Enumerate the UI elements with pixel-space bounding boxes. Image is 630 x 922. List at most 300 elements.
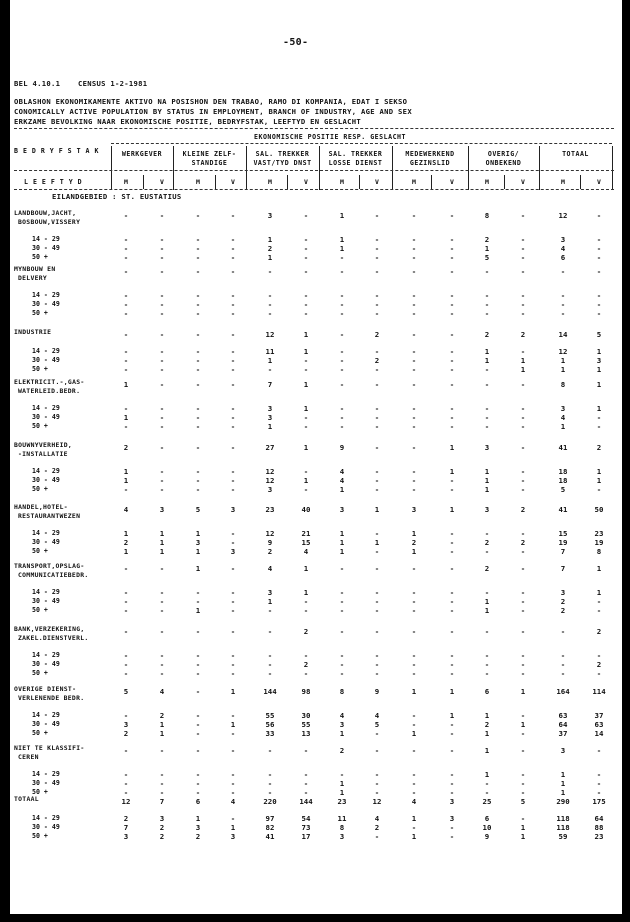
group-total-value: 3 (339, 505, 345, 514)
age-row-value: - (123, 253, 129, 262)
age-row-value: - (195, 244, 201, 253)
age-row-value: 6 (560, 253, 566, 262)
group-total-value: 12 (558, 211, 568, 220)
age-row-value: - (374, 729, 380, 738)
column-divider (319, 146, 320, 190)
age-row-value: 1 (484, 606, 490, 615)
age-row-value: - (484, 669, 490, 678)
age-row-value: - (267, 300, 273, 309)
age-row-value: - (374, 788, 380, 797)
sex-m-label: M (268, 178, 272, 186)
group-total-value: 1 (303, 380, 309, 389)
age-row-value: - (411, 476, 417, 485)
group-total-value: - (520, 564, 526, 573)
group-total-value: - (230, 211, 236, 220)
age-row-value: - (411, 356, 417, 365)
age-row-value: 1 (123, 547, 129, 556)
age-row-value: - (195, 597, 201, 606)
age-row-value: - (123, 779, 129, 788)
age-row-value: 1 (484, 770, 490, 779)
age-row-value: - (484, 588, 490, 597)
age-row-value: 2 (123, 538, 129, 547)
sex-v-label: V (521, 178, 525, 186)
age-row-value: - (520, 235, 526, 244)
subheader-rule (14, 170, 614, 171)
age-row-value: - (374, 597, 380, 606)
age-row-value: - (230, 606, 236, 615)
group-total-value: - (123, 627, 129, 636)
group-total-value: 8 (339, 687, 345, 696)
age-row-value: 6 (484, 814, 490, 823)
group-total-value: 1 (303, 443, 309, 452)
age-row-value: - (123, 422, 129, 431)
group-total-value: 2 (520, 330, 526, 339)
age-row-value: 3 (339, 832, 345, 841)
group-total-value: 2 (374, 330, 380, 339)
title-dutch: ERKZAME BEVOLKING NAAR EKONOMISCHE POSITIE, BEDRYFSTAK, LEEFTYD EN GESLACHT (14, 117, 362, 126)
bedryfstak-label: B E D R Y F S T A K (14, 147, 99, 155)
group-total-value: 8 (560, 380, 566, 389)
age-row-value: - (267, 651, 273, 660)
column-divider (612, 146, 613, 190)
industry-label: HANDEL,HOTEL- (14, 503, 68, 511)
sex-m-label: M (412, 178, 416, 186)
age-row-value: 11 (337, 814, 347, 823)
age-label: 50 + (32, 788, 48, 796)
age-row-value: 37 (558, 729, 568, 738)
age-label: 14 - 29 (32, 347, 60, 355)
age-row-value: - (159, 588, 165, 597)
age-row-value: - (374, 235, 380, 244)
age-row-value: 1 (484, 711, 490, 720)
group-total-value: 7 (159, 797, 165, 806)
age-row-value: - (484, 788, 490, 797)
age-row-value: 30 (301, 711, 311, 720)
age-row-value: - (159, 669, 165, 678)
industry-label-line2: RESTAURANTWEZEN (18, 512, 81, 520)
age-row-value: 2 (596, 660, 602, 669)
age-row-value: - (303, 606, 309, 615)
age-row-value: - (520, 711, 526, 720)
group-total-value: - (374, 564, 380, 573)
age-row-value: 9 (484, 832, 490, 841)
age-row-value: 1 (596, 347, 602, 356)
group-total-value: - (159, 267, 165, 276)
age-row-value: - (339, 404, 345, 413)
age-label: 30 - 49 (32, 356, 60, 364)
age-row-value: - (374, 467, 380, 476)
age-row-value: 8 (339, 823, 345, 832)
age-row-value: 1 (123, 467, 129, 476)
age-row-value: - (159, 770, 165, 779)
age-row-value: - (520, 244, 526, 253)
age-row-value: 1 (520, 365, 526, 374)
age-row-value: - (449, 356, 455, 365)
age-row-value: - (449, 651, 455, 660)
group-total-value: - (339, 627, 345, 636)
group-total-value: 4 (267, 564, 273, 573)
age-row-value: - (159, 660, 165, 669)
age-row-value: 4 (374, 814, 380, 823)
age-row-value: 1 (484, 597, 490, 606)
age-row-value: - (303, 467, 309, 476)
age-row-value: 1 (267, 235, 273, 244)
column-divider (173, 146, 174, 190)
age-row-value: 9 (267, 538, 273, 547)
group-total-value: 8 (484, 211, 490, 220)
group-total-value: 9 (374, 687, 380, 696)
group-total-value: - (159, 564, 165, 573)
age-row-value: - (159, 651, 165, 660)
group-total-value: 5 (195, 505, 201, 514)
age-row-value: - (520, 467, 526, 476)
age-row-value: 21 (301, 529, 311, 538)
age-row-value: 4 (339, 467, 345, 476)
age-row-value: - (195, 235, 201, 244)
group-total-value: 144 (263, 687, 277, 696)
industry-label-line2: VERLENENDE BEDR. (18, 694, 85, 702)
age-row-value: - (230, 770, 236, 779)
age-row-value: - (303, 300, 309, 309)
age-row-value: - (449, 669, 455, 678)
age-row-value: - (159, 413, 165, 422)
age-row-value: - (195, 347, 201, 356)
group-total-value: - (123, 330, 129, 339)
age-row-value: - (303, 779, 309, 788)
group-total-value: 290 (556, 797, 570, 806)
age-row-value: - (339, 651, 345, 660)
group-total-value: - (195, 330, 201, 339)
group-total-value: - (560, 267, 566, 276)
age-row-value: - (159, 356, 165, 365)
age-row-value: 82 (265, 823, 275, 832)
age-row-value: - (411, 467, 417, 476)
age-row-value: - (230, 347, 236, 356)
age-label: 14 - 29 (32, 814, 60, 822)
age-row-value: - (484, 404, 490, 413)
age-row-value: 2 (411, 538, 417, 547)
age-row-value: 12 (558, 347, 568, 356)
age-row-value: - (560, 651, 566, 660)
age-row-value: - (449, 485, 455, 494)
age-row-value: - (159, 365, 165, 374)
age-row-value: - (374, 770, 380, 779)
group-total-value: 220 (263, 797, 277, 806)
age-row-value: - (195, 356, 201, 365)
age-label: 30 - 49 (32, 720, 60, 728)
age-row-value: 8 (596, 547, 602, 556)
leeftyd-label: L E E F T Y D (24, 178, 83, 186)
group-total-value: 1 (123, 380, 129, 389)
group-total-value: - (449, 267, 455, 276)
age-row-value: 12 (265, 467, 275, 476)
age-row-value: - (411, 660, 417, 669)
group-total-value: 14 (558, 330, 568, 339)
age-label: 14 - 29 (32, 770, 60, 778)
sex-m-label: M (196, 178, 200, 186)
age-row-value: - (195, 711, 201, 720)
group-total-value: - (449, 380, 455, 389)
scan-left-edge (0, 0, 10, 922)
age-row-value: 1 (520, 356, 526, 365)
group-total-value: 1 (596, 380, 602, 389)
age-row-value: - (449, 476, 455, 485)
age-row-value: 1 (339, 529, 345, 538)
age-row-value: - (267, 309, 273, 318)
age-row-value: - (230, 669, 236, 678)
age-row-value: - (374, 660, 380, 669)
group-total-value: 164 (556, 687, 570, 696)
age-row-value: 1 (411, 529, 417, 538)
age-row-value: 4 (560, 413, 566, 422)
age-row-value: - (520, 669, 526, 678)
age-row-value: - (339, 606, 345, 615)
group-total-value: 40 (301, 505, 311, 514)
age-row-value: 2 (267, 244, 273, 253)
age-row-value: 1 (596, 404, 602, 413)
age-row-value: 41 (265, 832, 275, 841)
group-total-value: - (230, 380, 236, 389)
age-row-value: - (596, 422, 602, 431)
group-total-value: - (411, 380, 417, 389)
age-row-value: - (159, 779, 165, 788)
age-row-value: - (195, 404, 201, 413)
age-row-value: 1 (484, 347, 490, 356)
scan-bottom-edge (0, 914, 630, 922)
industry-label-line2: -INSTALLATIE (18, 450, 68, 458)
age-row-value: - (520, 300, 526, 309)
group-total-value: - (159, 443, 165, 452)
age-row-value: 2 (484, 538, 490, 547)
age-row-value: 55 (301, 720, 311, 729)
age-row-value: - (159, 253, 165, 262)
age-row-value: - (159, 467, 165, 476)
age-row-value: - (374, 244, 380, 253)
age-row-value: - (374, 413, 380, 422)
age-row-value: 1 (374, 538, 380, 547)
age-row-value: 33 (265, 729, 275, 738)
column-header: WERKGEVER (121, 150, 163, 158)
age-row-value: 4 (339, 711, 345, 720)
age-row-value: - (411, 365, 417, 374)
age-row-value: - (374, 347, 380, 356)
age-row-value: - (449, 729, 455, 738)
age-label: 30 - 49 (32, 779, 60, 787)
age-row-value: - (123, 309, 129, 318)
age-row-value: - (596, 235, 602, 244)
age-row-value: - (339, 365, 345, 374)
group-total-value: 3 (560, 746, 566, 755)
group-total-value: - (374, 211, 380, 220)
age-row-value: - (449, 365, 455, 374)
age-row-value: - (195, 770, 201, 779)
age-row-value: - (230, 588, 236, 597)
age-label: 14 - 29 (32, 235, 60, 243)
group-total-value: 1 (520, 687, 526, 696)
age-row-value: - (230, 235, 236, 244)
age-row-value: 18 (558, 467, 568, 476)
age-row-value: - (449, 291, 455, 300)
age-row-value: - (195, 300, 201, 309)
age-row-value: - (195, 588, 201, 597)
age-row-value: - (411, 588, 417, 597)
age-row-value: 3 (560, 404, 566, 413)
group-total-value: - (230, 627, 236, 636)
column-divider (539, 146, 540, 190)
age-label: 14 - 29 (32, 651, 60, 659)
age-row-value: 1 (411, 814, 417, 823)
age-row-value: 3 (339, 720, 345, 729)
age-row-value: 2 (303, 660, 309, 669)
age-row-value: - (195, 485, 201, 494)
group-total-value: 6 (484, 687, 490, 696)
group-total-value: 3 (159, 505, 165, 514)
age-row-value: - (230, 413, 236, 422)
group-total-value: - (484, 380, 490, 389)
industry-label: NIET TE KLASSIFI- (14, 744, 85, 752)
age-row-value: 18 (558, 476, 568, 485)
group-total-value: - (195, 627, 201, 636)
age-row-value: - (596, 485, 602, 494)
group-total-value: - (123, 746, 129, 755)
age-label: 14 - 29 (32, 711, 60, 719)
age-row-value: 3 (267, 413, 273, 422)
age-row-value: - (123, 356, 129, 365)
group-total-value: - (449, 746, 455, 755)
age-row-value: - (267, 365, 273, 374)
age-row-value: - (303, 365, 309, 374)
age-row-value: - (303, 291, 309, 300)
industry-label-line2: BOSBOUW,VISSERY (18, 218, 81, 226)
age-label: 50 + (32, 422, 48, 430)
age-row-value: 2 (123, 814, 129, 823)
age-row-value: - (267, 291, 273, 300)
age-row-value: - (449, 253, 455, 262)
age-row-value: - (123, 404, 129, 413)
age-row-value: 3 (159, 814, 165, 823)
age-row-value: - (374, 547, 380, 556)
column-header-line2: LOSSE DIENST (328, 159, 383, 167)
industry-label: MYNBOUW EN (14, 265, 56, 273)
group-total-value: 3 (230, 505, 236, 514)
group-total-value: 2 (339, 746, 345, 755)
group-header: EKONOMISCHE POSITIE RESP. GESLACHT (254, 133, 406, 141)
group-total-value: 98 (301, 687, 311, 696)
age-row-value: 1 (596, 588, 602, 597)
group-total-value: - (303, 746, 309, 755)
age-row-value: - (449, 720, 455, 729)
age-row-value: - (159, 476, 165, 485)
age-row-value: 1 (596, 467, 602, 476)
age-row-value: - (230, 660, 236, 669)
age-row-value: - (411, 770, 417, 779)
age-row-value: - (123, 588, 129, 597)
group-total-value: - (449, 330, 455, 339)
age-row-value: 2 (159, 832, 165, 841)
age-row-value: 2 (560, 597, 566, 606)
age-row-value: - (159, 235, 165, 244)
age-row-value: - (411, 235, 417, 244)
group-total-value: - (303, 211, 309, 220)
age-row-value: - (449, 347, 455, 356)
column-header: OVERIG/ (487, 150, 520, 158)
group-total-value: 4 (159, 687, 165, 696)
age-row-value: 1 (411, 729, 417, 738)
group-total-value: - (520, 267, 526, 276)
age-row-value: 23 (594, 832, 604, 841)
age-row-value: - (123, 485, 129, 494)
age-row-value: - (267, 606, 273, 615)
age-row-value: 15 (301, 538, 311, 547)
age-row-value: 4 (374, 711, 380, 720)
age-row-value: 5 (484, 253, 490, 262)
age-row-value: 1 (159, 720, 165, 729)
age-row-value: - (596, 669, 602, 678)
group-total-value: 5 (123, 687, 129, 696)
group-total-value: 9 (339, 443, 345, 452)
column-header: SAL. TREKKER (255, 150, 310, 158)
age-row-value: - (596, 651, 602, 660)
group-total-value: - (230, 330, 236, 339)
group-total-value: - (339, 267, 345, 276)
age-row-value: - (520, 597, 526, 606)
age-row-value: - (159, 347, 165, 356)
age-label: 50 + (32, 832, 48, 840)
age-row-value: - (303, 597, 309, 606)
age-row-value: - (596, 300, 602, 309)
sex-m-label: M (561, 178, 565, 186)
age-row-value: - (374, 404, 380, 413)
age-row-value: - (230, 476, 236, 485)
age-row-value: - (484, 422, 490, 431)
age-row-value: 12 (265, 529, 275, 538)
group-total-value: - (596, 267, 602, 276)
age-row-value: 1 (560, 422, 566, 431)
age-row-value: - (267, 660, 273, 669)
age-row-value: - (596, 770, 602, 779)
group-total-value: 2 (123, 443, 129, 452)
industry-label: INDUSTRIE (14, 328, 52, 336)
age-row-value: 3 (267, 485, 273, 494)
group-total-value: - (339, 380, 345, 389)
age-row-value: - (374, 476, 380, 485)
age-row-value: - (374, 365, 380, 374)
age-row-value: - (123, 244, 129, 253)
age-row-value: 1 (339, 779, 345, 788)
group-total-value: - (195, 746, 201, 755)
sex-v-label: V (160, 178, 164, 186)
age-row-value: - (123, 291, 129, 300)
group-total-value: - (411, 211, 417, 220)
page-number: -50- (283, 37, 309, 48)
age-row-value: - (230, 597, 236, 606)
group-total-value: - (411, 330, 417, 339)
group-total-value: 7 (267, 380, 273, 389)
group-total-value: 1 (449, 443, 455, 452)
age-row-value: 64 (558, 720, 568, 729)
age-row-value: - (230, 788, 236, 797)
age-row-value: - (230, 729, 236, 738)
industry-label-line2: ZAKEL.DIENSTVERL. (18, 634, 89, 642)
age-row-value: - (195, 413, 201, 422)
age-row-value: - (123, 365, 129, 374)
age-row-value: 1 (484, 356, 490, 365)
group-total-value: - (267, 746, 273, 755)
industry-label: ELEKTRICIT.-,GAS- (14, 378, 85, 386)
age-row-value: - (374, 832, 380, 841)
age-row-value: 54 (301, 814, 311, 823)
age-label: 50 + (32, 606, 48, 614)
